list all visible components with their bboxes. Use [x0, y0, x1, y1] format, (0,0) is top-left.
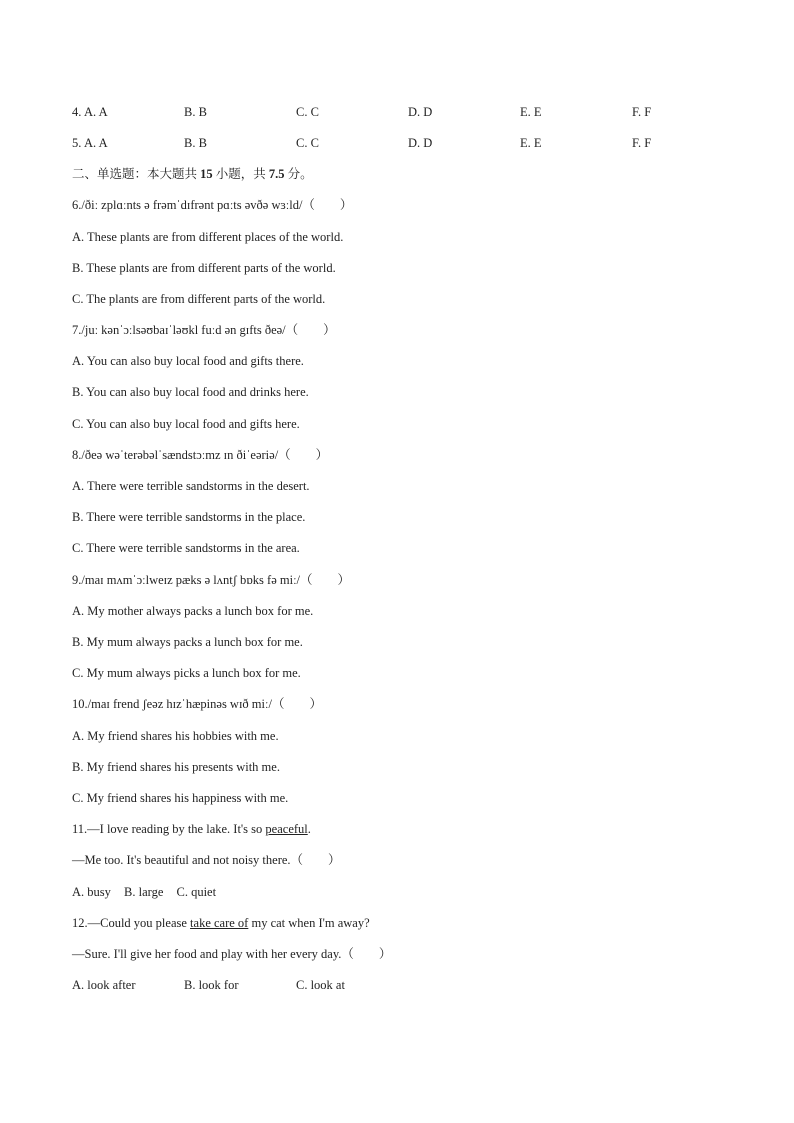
q10-option-a: A. My friend shares his hobbies with me.: [72, 729, 279, 743]
section-title-suffix: 分。: [287, 167, 313, 181]
q8-option-a: A. There were terrible sandstorms in the desert.: [72, 479, 310, 493]
q5-num: 5.: [72, 136, 82, 150]
q9-option-b: B. My mum always packs a lunch box for me.: [72, 635, 303, 649]
q11-stem: [72, 821, 311, 837]
section-2-heading: [72, 166, 313, 182]
q7-stem: 7./juː kənˈɔːlsəʊbaɪˈləʊkl fuːd ən gɪfts ðeə/（ ）: [72, 323, 336, 337]
q9-stem: 9./maɪ mʌmˈɔːlweɪz pæks ə lʌntʃ bɒks fə miː/（ ）: [72, 573, 351, 587]
q4-num: 4.: [72, 105, 82, 119]
q10-option-c: C. My friend shares his happiness with me.: [72, 791, 289, 805]
q12-stem-pre: 12.—Could you please: [72, 916, 191, 930]
q11-stem-pre: 11.—I love reading by the lake. It's so: [72, 822, 266, 836]
q4-option-a: A. A: [84, 105, 108, 119]
q9-option-c: C. My mum always picks a lunch box for me.: [72, 666, 301, 680]
q7-option-a: A. You can also buy local food and gifts there.: [72, 354, 304, 368]
q12-stem: [72, 915, 370, 931]
q10-stem: 10./maɪ frend ʃeəz hɪzˈhæpinəs wɪð miː/（ ）: [72, 697, 322, 711]
q8-option-b: B. There were terrible sandstorms in the place.: [72, 510, 306, 524]
question-4-options: [72, 104, 712, 120]
q4-option-d: D. D: [408, 105, 433, 119]
q6-option-c: C. The plants are from different parts of the world.: [72, 292, 326, 306]
q11-choice-b: B. large: [124, 885, 164, 899]
q7-option-c: C. You can also buy local food and gifts here.: [72, 417, 300, 431]
q4-option-c: C. C: [296, 105, 319, 119]
q5-option-d: D. D: [408, 136, 433, 150]
q12-choice-b: B. look for: [184, 978, 239, 992]
q4-option-f: F. F: [632, 105, 652, 119]
section-title-mid: 小题，共: [215, 167, 266, 181]
q12-choice-a: A. look after: [72, 978, 136, 992]
section-question-count: 15: [200, 167, 213, 181]
q4-option-e: E. E: [520, 105, 542, 119]
q6-stem: 6./ðiː zplɑːnts ə frəmˈdɪfrənt pɑːts əvðə wɜːld/（ ）: [72, 198, 353, 212]
section-title-prefix: 二、单选题：本大题共: [72, 167, 198, 181]
q11-choice-a: A. busy: [72, 885, 111, 899]
q11-choices: [72, 884, 226, 900]
q5-option-c: C. C: [296, 136, 319, 150]
q5-option-f: F. F: [632, 136, 652, 150]
q12-stem-post: my cat when I'm away?: [248, 916, 370, 930]
q12-underlined-phrase: take care of: [190, 916, 249, 930]
q4-option-b: B. B: [184, 105, 207, 119]
q5-option-a: A. A: [84, 136, 108, 150]
q12-choice-c: C. look at: [296, 978, 345, 992]
q12-reply: —Sure. I'll give her food and play with her every day.（ ）: [72, 947, 392, 961]
q8-option-c: C. There were terrible sandstorms in the area.: [72, 541, 300, 555]
section-score: 7.5: [268, 167, 285, 181]
q5-option-e: E. E: [520, 136, 542, 150]
q7-option-b: B. You can also buy local food and drinks here.: [72, 385, 309, 399]
q12-choices: [72, 977, 345, 993]
q11-underlined-word: peaceful: [265, 822, 308, 836]
q11-stem-post: .: [307, 822, 311, 836]
q6-option-b: B. These plants are from different parts of the world.: [72, 261, 336, 275]
q6-option-a: A. These plants are from different places of the world.: [72, 230, 344, 244]
q11-reply: —Me too. It's beautiful and not noisy there.（ ）: [72, 853, 341, 867]
question-5-options: [72, 135, 712, 151]
q5-option-b: B. B: [184, 136, 207, 150]
q9-option-a: A. My mother always packs a lunch box for me.: [72, 604, 314, 618]
q8-stem: 8./ðeə wəˈterəbəlˈsændstɔːmz ɪn ðiˈeəriə/（ ）: [72, 448, 329, 462]
q10-option-b: B. My friend shares his presents with me.: [72, 760, 280, 774]
q11-choice-c: C. quiet: [176, 885, 217, 899]
